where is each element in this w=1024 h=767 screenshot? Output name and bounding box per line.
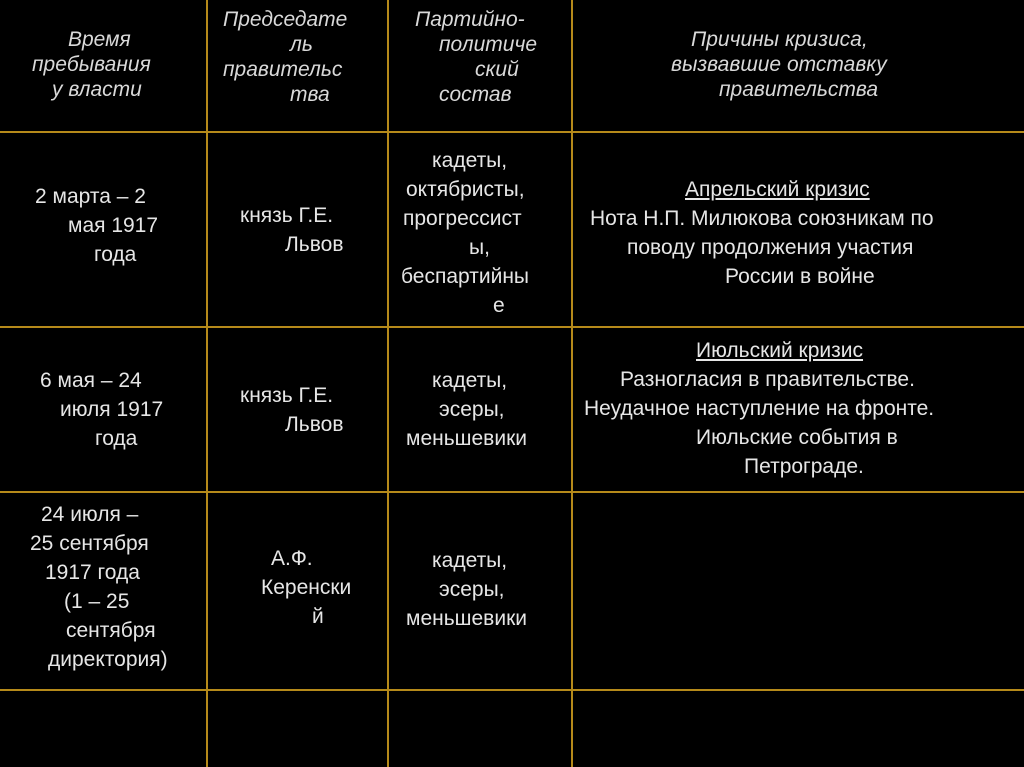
grid-line xyxy=(0,131,1024,133)
cell-line: Петрограде. xyxy=(744,455,864,478)
row3-period xyxy=(0,500,206,674)
header-line: тва xyxy=(290,83,330,106)
header-parties xyxy=(389,7,571,107)
row2-chair xyxy=(208,381,387,439)
cell-line: Львов xyxy=(285,413,344,436)
cell-line: поводу продолжения участия xyxy=(627,236,914,259)
cell-line: июля 1917 xyxy=(60,398,164,421)
cell-line: Нота Н.П. Милюкова союзникам по xyxy=(590,207,934,230)
row3-chair xyxy=(208,544,387,631)
header-line: Председате xyxy=(223,8,348,31)
grid-line xyxy=(0,326,1024,328)
cell-line: прогрессист xyxy=(403,207,522,230)
cell-line: 25 сентября xyxy=(30,532,149,555)
row2-period xyxy=(0,366,206,453)
cell-line: 2 марта – 2 xyxy=(35,185,146,208)
header-line: Партийно- xyxy=(415,8,525,31)
cell-line: кадеты, xyxy=(432,549,508,572)
cell-line: ы, xyxy=(469,236,490,259)
cell-line: Неудачное наступление на фронте. xyxy=(584,397,935,420)
cell-line: России в войне xyxy=(725,265,875,288)
cell-line: директория) xyxy=(48,648,168,671)
row1-parties xyxy=(389,146,571,320)
header-line: правительства xyxy=(719,78,879,101)
row3-parties xyxy=(389,546,571,633)
row2-crisis xyxy=(573,336,1024,481)
cell-line: е xyxy=(493,294,505,317)
cell-line: князь Г.Е. xyxy=(240,384,334,407)
cell-line: 24 июля – xyxy=(41,503,139,526)
crisis-title: Июльский кризис xyxy=(696,339,864,362)
header-line: Время xyxy=(68,28,131,51)
cell-line: А.Ф. xyxy=(271,547,313,570)
cell-line: года xyxy=(95,427,138,450)
cell-line: беспартийны xyxy=(401,265,530,288)
cell-line: Разногласия в правительстве. xyxy=(620,368,915,391)
header-line: ский xyxy=(475,58,519,81)
header-crisis xyxy=(573,27,1024,102)
header-line: политиче xyxy=(439,33,538,56)
cell-line: года xyxy=(94,243,137,266)
row1-chair xyxy=(208,201,387,259)
header-line: Причины кризиса, xyxy=(691,28,868,51)
header-period xyxy=(0,27,206,102)
grid-line xyxy=(0,689,1024,691)
cell-line: эсеры, xyxy=(439,578,505,601)
cell-line: мая 1917 xyxy=(68,214,159,237)
cell-line: кадеты, xyxy=(432,369,508,392)
cell-line: князь Г.Е. xyxy=(240,204,334,227)
header-line: у власти xyxy=(52,78,142,101)
header-chair xyxy=(208,7,387,107)
cell-line: (1 – 25 xyxy=(64,590,130,613)
crisis-title: Апрельский кризис xyxy=(685,178,870,201)
cell-line: Керенски xyxy=(261,576,352,599)
cell-line: Июльские события в xyxy=(696,426,898,449)
cell-line: Львов xyxy=(285,233,344,256)
cell-line: кадеты, xyxy=(432,149,508,172)
header-line: состав xyxy=(439,83,512,106)
grid-line xyxy=(0,491,1024,493)
header-line: пребывания xyxy=(32,53,151,76)
cell-line: й xyxy=(312,605,324,628)
cell-line: октябристы, xyxy=(406,178,525,201)
header-line: правительс xyxy=(223,58,343,81)
row1-crisis xyxy=(573,175,1024,291)
row2-parties xyxy=(389,366,571,453)
cell-line: эсеры, xyxy=(439,398,505,421)
header-line: вызвавшие отставку xyxy=(671,53,887,76)
cell-line: меньшевики xyxy=(406,607,527,630)
cell-line: 6 мая – 24 xyxy=(40,369,142,392)
cell-line: меньшевики xyxy=(406,427,527,450)
cell-line: сентября xyxy=(66,619,156,642)
row1-period xyxy=(0,182,206,269)
header-line: ль xyxy=(290,33,313,56)
cell-line: 1917 года xyxy=(45,561,140,584)
